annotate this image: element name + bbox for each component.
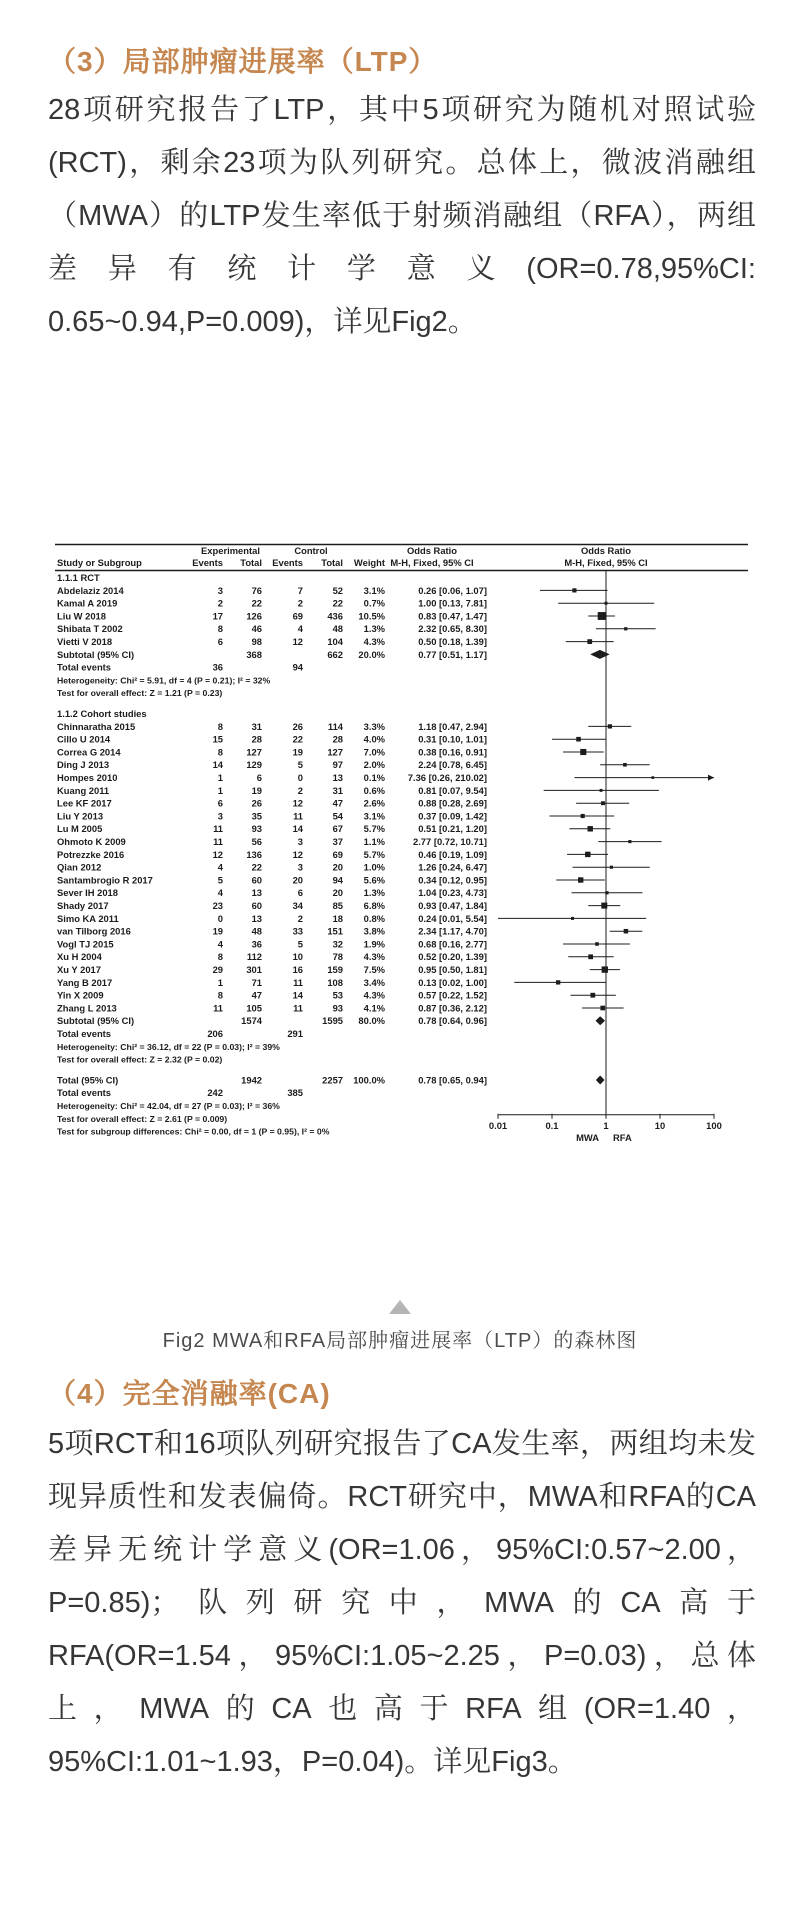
svg-text:5: 5 <box>297 759 303 771</box>
svg-text:0.6%: 0.6% <box>363 784 385 796</box>
svg-text:6: 6 <box>217 797 223 809</box>
svg-text:159: 159 <box>327 964 343 975</box>
svg-text:0.93 [0.47, 1.84]: 0.93 [0.47, 1.84] <box>418 900 487 911</box>
svg-text:10: 10 <box>654 1119 666 1131</box>
svg-text:29: 29 <box>212 964 223 975</box>
svg-text:126: 126 <box>246 610 262 622</box>
svg-text:112: 112 <box>246 951 262 963</box>
svg-text:78: 78 <box>332 951 343 963</box>
svg-text:7.36 [0.26, 210.02]: 7.36 [0.26, 210.02] <box>407 772 487 783</box>
svg-text:1: 1 <box>217 784 223 796</box>
svg-text:3: 3 <box>217 810 223 822</box>
svg-text:20: 20 <box>292 874 303 886</box>
svg-text:1942: 1942 <box>241 1074 262 1086</box>
svg-text:6: 6 <box>217 636 223 647</box>
svg-text:23: 23 <box>212 900 223 911</box>
svg-text:Kuang 2011: Kuang 2011 <box>57 784 110 796</box>
svg-text:0.1%: 0.1% <box>363 772 385 783</box>
svg-text:10: 10 <box>292 951 303 963</box>
svg-text:2: 2 <box>297 912 303 924</box>
collapse-triangle-icon <box>389 1300 411 1314</box>
svg-text:35: 35 <box>251 810 262 822</box>
svg-text:8: 8 <box>217 623 223 635</box>
svg-text:53: 53 <box>332 989 343 1001</box>
svg-text:8: 8 <box>217 951 223 963</box>
svg-text:5: 5 <box>297 938 303 950</box>
svg-text:4.3%: 4.3% <box>363 989 385 1001</box>
svg-text:36: 36 <box>212 661 223 673</box>
svg-text:5.7%: 5.7% <box>363 848 385 860</box>
svg-text:Qian 2012: Qian 2012 <box>57 861 102 873</box>
svg-text:1: 1 <box>603 1119 609 1131</box>
svg-text:11: 11 <box>293 976 303 988</box>
svg-text:1: 1 <box>217 976 223 988</box>
svg-text:3: 3 <box>297 861 303 873</box>
svg-text:Control: Control <box>294 545 328 556</box>
svg-text:11: 11 <box>293 810 303 822</box>
svg-text:4: 4 <box>217 887 223 899</box>
svg-text:31: 31 <box>251 720 262 732</box>
svg-text:46: 46 <box>251 623 262 635</box>
svg-text:11: 11 <box>213 1002 223 1014</box>
svg-text:104: 104 <box>327 636 343 647</box>
svg-text:Study or Subgroup: Study or Subgroup <box>57 557 142 568</box>
svg-text:129: 129 <box>246 759 262 771</box>
svg-text:60: 60 <box>251 900 262 911</box>
svg-text:14: 14 <box>292 823 303 835</box>
svg-text:301: 301 <box>246 964 262 975</box>
svg-text:34: 34 <box>292 900 303 911</box>
svg-text:Lee KF 2017: Lee KF 2017 <box>57 797 112 809</box>
svg-text:Yin X 2009: Yin X 2009 <box>57 989 104 1001</box>
forest-plot-figure <box>55 543 748 1168</box>
svg-text:5: 5 <box>217 874 223 886</box>
svg-text:17: 17 <box>212 610 223 622</box>
svg-text:100: 100 <box>706 1119 722 1131</box>
svg-text:0.26 [0.06, 1.07]: 0.26 [0.06, 1.07] <box>418 584 487 596</box>
svg-text:3.1%: 3.1% <box>363 584 385 596</box>
svg-text:MWA: MWA <box>576 1131 599 1143</box>
svg-text:Ding J 2013: Ding J 2013 <box>57 759 110 771</box>
svg-text:0: 0 <box>297 772 303 783</box>
svg-text:10.5%: 10.5% <box>358 610 385 622</box>
svg-text:Test for overall effect: Z = 2: Test for overall effect: Z = 2.32 (P = 0.02) <box>57 1054 223 1065</box>
svg-text:0.37 [0.09, 1.42]: 0.37 [0.09, 1.42] <box>418 810 487 822</box>
svg-text:1.1.1 RCT: 1.1.1 RCT <box>57 572 100 583</box>
svg-text:6: 6 <box>297 887 303 899</box>
svg-text:98: 98 <box>251 636 262 647</box>
svg-text:7.0%: 7.0% <box>363 746 385 758</box>
svg-text:5.6%: 5.6% <box>363 874 385 886</box>
svg-text:26: 26 <box>251 797 262 809</box>
svg-text:1.00 [0.13, 7.81]: 1.00 [0.13, 7.81] <box>418 597 487 609</box>
svg-text:31: 31 <box>332 784 343 796</box>
svg-text:127: 127 <box>327 746 343 758</box>
svg-text:Total events: Total events <box>57 1028 112 1039</box>
svg-text:M-H, Fixed, 95% CI: M-H, Fixed, 95% CI <box>390 557 474 568</box>
svg-text:100.0%: 100.0% <box>353 1074 385 1086</box>
svg-text:van Tilborg 2016: van Tilborg 2016 <box>57 925 131 937</box>
svg-text:0.77 [0.51, 1.17]: 0.77 [0.51, 1.17] <box>418 648 487 660</box>
svg-text:69: 69 <box>292 610 303 622</box>
svg-text:Potrezzke 2016: Potrezzke 2016 <box>57 848 125 860</box>
svg-text:4: 4 <box>217 938 223 950</box>
svg-text:47: 47 <box>332 797 343 809</box>
svg-text:2: 2 <box>297 597 303 609</box>
svg-text:0.1: 0.1 <box>545 1119 559 1131</box>
svg-text:Odds Ratio: Odds Ratio <box>406 545 458 556</box>
svg-text:206: 206 <box>207 1028 223 1039</box>
svg-text:5.7%: 5.7% <box>363 823 385 835</box>
svg-text:0.57 [0.22, 1.52]: 0.57 [0.22, 1.52] <box>418 989 487 1001</box>
svg-text:20: 20 <box>332 887 343 899</box>
svg-text:Weight: Weight <box>353 557 385 568</box>
svg-text:Xu H 2004: Xu H 2004 <box>57 951 102 963</box>
svg-text:242: 242 <box>207 1087 223 1099</box>
svg-text:Test for overall effect: Z = 1: Test for overall effect: Z = 1.21 (P = 0.23) <box>57 688 223 699</box>
svg-text:0.24 [0.01, 5.54]: 0.24 [0.01, 5.54] <box>418 912 487 924</box>
svg-text:Kamal A 2019: Kamal A 2019 <box>57 597 118 609</box>
svg-text:Abdelaziz 2014: Abdelaziz 2014 <box>57 584 124 596</box>
svg-text:136: 136 <box>246 848 262 860</box>
svg-text:2.6%: 2.6% <box>363 797 385 809</box>
svg-text:114: 114 <box>327 720 343 732</box>
section-3-heading: （3）局部肿瘤进展率（LTP） <box>48 46 438 77</box>
svg-text:2.0%: 2.0% <box>363 759 385 771</box>
svg-text:48: 48 <box>251 925 262 937</box>
section-4-paragraph: 5项RCT和16项队列研究报告了CA发生率，两组均未发现异质性和发表偏倚。RCT研究中，MWA和RFA的CA差异无统计学意义(OR=1.06，95%CI:0.57~2.00，P=0.85)；队列研究中，MWA的CA高于RFA(OR=1.54，95%CI:1.05~2.25，P=0.03)，总体上，MWA的CA也高于RFA组(OR=1.40，95%CI:1.01~1.93，P=0.04)。详见Fig3。 <box>48 1428 756 1778</box>
section-4-heading: （4）完全消融率(CA) <box>48 1378 331 1409</box>
svg-text:11: 11 <box>293 1002 303 1014</box>
svg-text:4.0%: 4.0% <box>363 733 385 745</box>
svg-text:0.34 [0.12, 0.95]: 0.34 [0.12, 0.95] <box>418 874 487 886</box>
svg-text:Odds Ratio: Odds Ratio <box>580 545 632 556</box>
svg-text:48: 48 <box>332 623 343 635</box>
svg-text:Subtotal (95% CI): Subtotal (95% CI) <box>57 1015 135 1027</box>
svg-text:22: 22 <box>251 597 262 609</box>
svg-text:13: 13 <box>251 912 262 924</box>
svg-text:0.51 [0.21, 1.20]: 0.51 [0.21, 1.20] <box>418 823 487 835</box>
svg-text:385: 385 <box>287 1087 303 1099</box>
svg-text:2.34 [1.17, 4.70]: 2.34 [1.17, 4.70] <box>418 925 487 937</box>
svg-text:13: 13 <box>332 772 343 783</box>
svg-text:94: 94 <box>332 874 343 886</box>
svg-text:368: 368 <box>246 648 262 660</box>
svg-text:0.13 [0.02, 1.00]: 0.13 [0.02, 1.00] <box>418 976 487 988</box>
svg-text:2: 2 <box>297 784 303 796</box>
figure-caption: Fig2 MWA和RFA局部肿瘤进展率（LTP）的森林图 <box>162 1330 638 1352</box>
svg-text:1595: 1595 <box>322 1015 343 1027</box>
svg-text:67: 67 <box>332 823 343 835</box>
svg-text:0.81 [0.07, 9.54]: 0.81 [0.07, 9.54] <box>418 784 487 796</box>
svg-text:94: 94 <box>292 661 303 673</box>
svg-text:0.78 [0.65, 0.94]: 0.78 [0.65, 0.94] <box>418 1074 487 1086</box>
svg-text:19: 19 <box>251 784 262 796</box>
svg-text:1.9%: 1.9% <box>363 938 385 950</box>
svg-text:0.50 [0.18, 1.39]: 0.50 [0.18, 1.39] <box>418 636 487 647</box>
svg-text:Shibata T 2002: Shibata T 2002 <box>57 623 123 635</box>
svg-text:151: 151 <box>327 925 343 937</box>
svg-text:4: 4 <box>297 623 303 635</box>
svg-text:6.8%: 6.8% <box>363 900 385 911</box>
svg-text:1: 1 <box>217 772 223 783</box>
section-3-paragraph: 28项研究报告了LTP，其中5项研究为随机对照试验(RCT)，剩余23项为队列研究。总体上，微波消融组（MWA）的LTP发生率低于射频消融组（RFA），两组差异有统计学意义(OR=0.78,95%CI: 0.65~0.94,P=0.009)，详见Fig2。 <box>48 94 756 338</box>
svg-text:RFA: RFA <box>613 1131 632 1143</box>
svg-text:12: 12 <box>212 848 223 860</box>
svg-text:0.31 [0.10, 1.01]: 0.31 [0.10, 1.01] <box>418 733 487 745</box>
svg-text:0.52 [0.20, 1.39]: 0.52 [0.20, 1.39] <box>418 951 487 963</box>
svg-text:Test for subgroup differences:: Test for subgroup differences: Chi² = 0.00, df = 1 (P = 0.95), I² = 0% <box>57 1126 330 1137</box>
svg-text:Total: Total <box>240 557 262 568</box>
svg-text:20.0%: 20.0% <box>358 648 385 660</box>
svg-text:108: 108 <box>327 976 343 988</box>
svg-text:13: 13 <box>251 887 262 899</box>
svg-text:1.04 [0.23, 4.73]: 1.04 [0.23, 4.73] <box>418 887 487 899</box>
svg-text:37: 37 <box>332 836 343 847</box>
svg-text:33: 33 <box>292 925 303 937</box>
svg-text:11: 11 <box>213 836 223 847</box>
svg-text:26: 26 <box>292 720 303 732</box>
svg-text:Total events: Total events <box>57 1087 112 1099</box>
svg-text:60: 60 <box>251 874 262 886</box>
svg-text:19: 19 <box>292 746 303 758</box>
svg-text:3.1%: 3.1% <box>363 810 385 822</box>
svg-text:12: 12 <box>292 636 303 647</box>
forest-plot-svg <box>55 543 748 1163</box>
svg-text:M-H, Fixed, 95% CI: M-H, Fixed, 95% CI <box>564 557 648 568</box>
svg-text:7: 7 <box>297 584 303 596</box>
svg-text:Test for overall effect: Z = 2: Test for overall effect: Z = 2.61 (P = 0.009) <box>57 1113 228 1124</box>
svg-text:2.32 [0.65, 8.30]: 2.32 [0.65, 8.30] <box>418 623 487 635</box>
svg-text:80.0%: 80.0% <box>358 1015 385 1027</box>
svg-text:19: 19 <box>212 925 223 937</box>
svg-text:4.3%: 4.3% <box>363 951 385 963</box>
svg-text:6: 6 <box>256 772 262 783</box>
svg-text:93: 93 <box>251 823 262 835</box>
svg-text:20: 20 <box>332 861 343 873</box>
svg-text:0.38 [0.16, 0.91]: 0.38 [0.16, 0.91] <box>418 746 487 758</box>
svg-text:Ohmoto K 2009: Ohmoto K 2009 <box>57 836 126 847</box>
svg-text:Xu Y 2017: Xu Y 2017 <box>57 964 101 975</box>
svg-text:Yang B 2017: Yang B 2017 <box>57 976 113 988</box>
svg-text:0.46 [0.19, 1.09]: 0.46 [0.19, 1.09] <box>418 848 487 860</box>
svg-text:12: 12 <box>292 797 303 809</box>
svg-text:7.5%: 7.5% <box>363 964 385 975</box>
svg-text:Subtotal (95% CI): Subtotal (95% CI) <box>57 648 135 660</box>
svg-text:Liu Y 2013: Liu Y 2013 <box>57 810 104 822</box>
svg-text:Total (95% CI): Total (95% CI) <box>57 1074 119 1086</box>
svg-text:22: 22 <box>332 597 343 609</box>
svg-text:0.83 [0.47, 1.47]: 0.83 [0.47, 1.47] <box>418 610 487 622</box>
svg-text:52: 52 <box>332 584 343 596</box>
svg-text:4: 4 <box>217 861 223 873</box>
svg-text:4.1%: 4.1% <box>363 1002 385 1014</box>
svg-text:Santambrogio R 2017: Santambrogio R 2017 <box>57 874 153 886</box>
svg-text:28: 28 <box>251 733 262 745</box>
svg-text:8: 8 <box>217 989 223 1001</box>
svg-text:1.26 [0.24, 6.47]: 1.26 [0.24, 6.47] <box>418 861 487 873</box>
svg-text:127: 127 <box>246 746 262 758</box>
svg-text:Chinnaratha 2015: Chinnaratha 2015 <box>57 720 136 732</box>
svg-text:662: 662 <box>327 648 343 660</box>
svg-text:0.7%: 0.7% <box>363 597 385 609</box>
svg-text:97: 97 <box>332 759 343 771</box>
svg-text:11: 11 <box>213 823 223 835</box>
svg-text:Events: Events <box>272 557 303 568</box>
svg-text:3.3%: 3.3% <box>363 720 385 732</box>
svg-text:105: 105 <box>246 1002 262 1014</box>
svg-text:1.3%: 1.3% <box>363 623 385 635</box>
svg-text:1.18 [0.47, 2.94]: 1.18 [0.47, 2.94] <box>418 720 487 732</box>
svg-text:8: 8 <box>217 746 223 758</box>
svg-text:Experimental: Experimental <box>201 545 260 556</box>
svg-text:1.3%: 1.3% <box>363 887 385 899</box>
svg-text:8: 8 <box>217 720 223 732</box>
svg-text:1.1.2 Cohort studies: 1.1.2 Cohort studies <box>57 708 147 719</box>
svg-text:16: 16 <box>292 964 303 975</box>
svg-text:0.68 [0.16, 2.77]: 0.68 [0.16, 2.77] <box>418 938 487 950</box>
svg-text:85: 85 <box>332 900 343 911</box>
svg-text:54: 54 <box>332 810 343 822</box>
svg-text:Heterogeneity: Chi² = 36.12, d: Heterogeneity: Chi² = 36.12, df = 22 (P = 0.03); I² = 39% <box>57 1041 280 1052</box>
svg-text:28: 28 <box>332 733 343 745</box>
svg-text:1.0%: 1.0% <box>363 861 385 873</box>
svg-text:0.87 [0.36, 2.12]: 0.87 [0.36, 2.12] <box>418 1002 487 1014</box>
svg-text:0.78 [0.64, 0.96]: 0.78 [0.64, 0.96] <box>418 1015 487 1027</box>
svg-text:Events: Events <box>192 557 223 568</box>
svg-text:Zhang L 2013: Zhang L 2013 <box>57 1002 117 1014</box>
svg-text:14: 14 <box>292 989 303 1001</box>
svg-text:56: 56 <box>251 836 262 847</box>
svg-text:22: 22 <box>292 733 303 745</box>
svg-text:3.4%: 3.4% <box>363 976 385 988</box>
svg-text:32: 32 <box>332 938 343 950</box>
svg-text:Liu W 2018: Liu W 2018 <box>57 610 106 622</box>
svg-text:0.95 [0.50, 1.81]: 0.95 [0.50, 1.81] <box>418 964 487 975</box>
svg-text:3: 3 <box>217 584 223 596</box>
svg-text:14: 14 <box>212 759 223 771</box>
svg-text:12: 12 <box>292 848 303 860</box>
svg-text:Total events: Total events <box>57 661 112 673</box>
svg-text:Cillo U 2014: Cillo U 2014 <box>57 733 111 745</box>
svg-text:0.88 [0.28, 2.69]: 0.88 [0.28, 2.69] <box>418 797 487 809</box>
svg-text:3.8%: 3.8% <box>363 925 385 937</box>
svg-text:0: 0 <box>217 912 223 924</box>
svg-text:4.3%: 4.3% <box>363 636 385 647</box>
svg-text:2.77 [0.72, 10.71]: 2.77 [0.72, 10.71] <box>412 836 487 847</box>
svg-text:Heterogeneity: Chi² = 42.04, d: Heterogeneity: Chi² = 42.04, df = 27 (P = 0.03); I² = 36% <box>57 1101 280 1111</box>
svg-text:18: 18 <box>332 912 343 924</box>
svg-text:Correa G 2014: Correa G 2014 <box>57 746 121 758</box>
svg-text:69: 69 <box>332 848 343 860</box>
svg-text:Shady 2017: Shady 2017 <box>57 900 109 911</box>
svg-text:2.24 [0.78, 6.45]: 2.24 [0.78, 6.45] <box>418 759 487 771</box>
svg-text:436: 436 <box>327 610 343 622</box>
svg-text:Simo KA 2011: Simo KA 2011 <box>57 912 119 924</box>
svg-text:47: 47 <box>251 989 262 1001</box>
svg-text:2: 2 <box>217 597 223 609</box>
svg-text:291: 291 <box>287 1028 303 1039</box>
svg-text:Lu M 2005: Lu M 2005 <box>57 823 103 835</box>
svg-text:22: 22 <box>251 861 262 873</box>
svg-text:1574: 1574 <box>241 1015 262 1027</box>
svg-text:Hompes 2010: Hompes 2010 <box>57 772 118 783</box>
svg-text:1.1%: 1.1% <box>363 836 385 847</box>
svg-text:36: 36 <box>251 938 262 950</box>
svg-text:Vietti V 2018: Vietti V 2018 <box>57 636 113 647</box>
svg-text:0.01: 0.01 <box>488 1119 508 1131</box>
svg-text:Heterogeneity: Chi² = 5.91, df: Heterogeneity: Chi² = 5.91, df = 4 (P = 0.21); I² = 32% <box>57 675 271 686</box>
svg-text:Sever IH 2018: Sever IH 2018 <box>57 887 118 899</box>
svg-text:71: 71 <box>251 976 262 988</box>
svg-text:0.8%: 0.8% <box>363 912 385 924</box>
svg-text:Total: Total <box>321 557 343 568</box>
svg-text:76: 76 <box>251 584 262 596</box>
svg-text:93: 93 <box>332 1002 343 1014</box>
svg-text:Vogl TJ 2015: Vogl TJ 2015 <box>57 938 114 950</box>
svg-text:3: 3 <box>297 836 303 847</box>
svg-text:15: 15 <box>212 733 223 745</box>
svg-text:2257: 2257 <box>322 1074 343 1086</box>
